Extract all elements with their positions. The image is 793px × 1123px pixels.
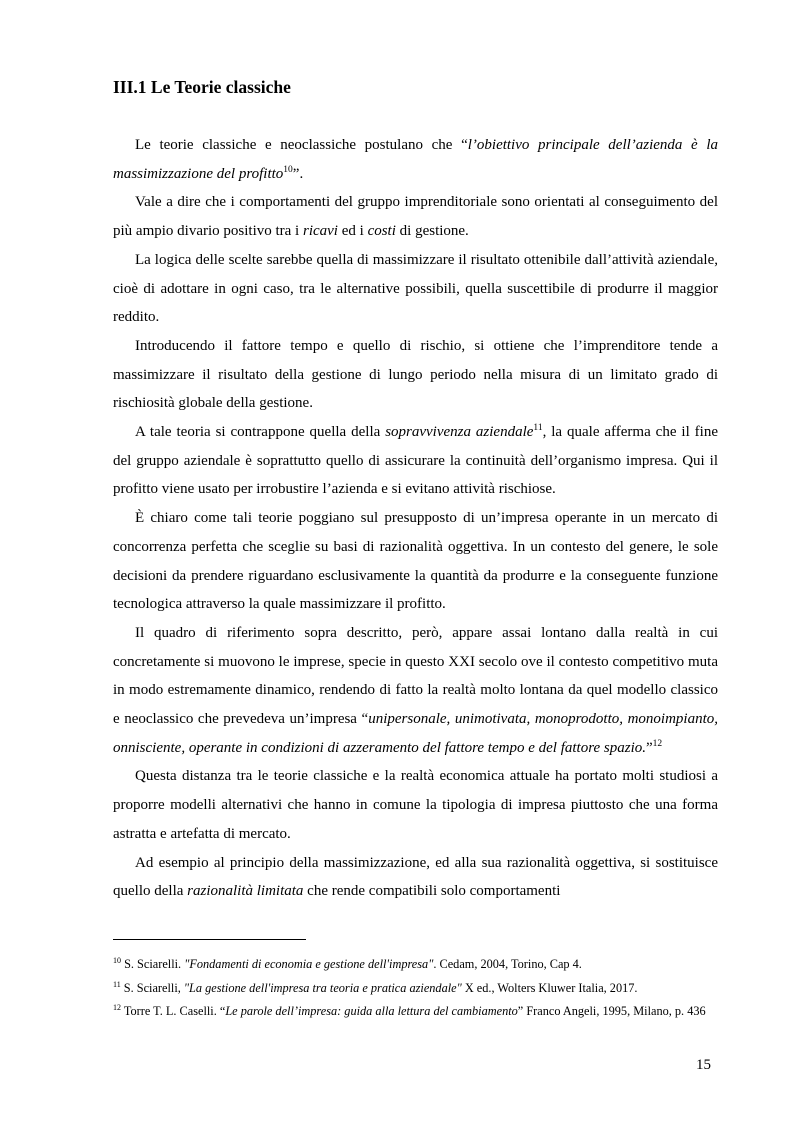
paragraph-7: [113, 619, 718, 763]
p5-text-c: , la quale afferma che il fine del gruppo aziendale è soprattutto quello di assicurare la continuità dell’organismo impresa. Qui il profitto viene usato per irrobustire l’azienda e si evitano attività rischiose.: [113, 424, 718, 498]
footnote-author: Torre T. L. Caselli. “: [121, 1004, 226, 1018]
footnote-ref-11[interactable]: 11: [533, 423, 543, 434]
paragraph-1: [113, 131, 718, 188]
footnote-publisher: X ed., Wolters Kluwer Italia, 2017.: [461, 980, 638, 995]
paragraph-3: La logica delle scelte sarebbe quella di massimizzare il risultato ottenibile dall’attività aziendale, cioè di adottare in ogni caso, tra le alternative possibili, quella suscettibile di produrre il maggior reddito.: [113, 251, 718, 326]
footnote-separator: [113, 939, 306, 940]
p2-text-a: Vale a dire che i comportamenti del gruppo imprenditoriale sono orientati al conseguimento del più ampio divario positivo tra i: [113, 194, 718, 240]
footnotes: [113, 953, 718, 1024]
footnote-title: Le parole dell’impresa: guida alla lettura del cambiamento: [225, 1004, 518, 1018]
footnote-publisher: ” Franco Angeli, 1995, Milano, p. 436: [517, 1004, 706, 1018]
p1-text-c: ”.: [292, 165, 304, 182]
p2-text-e: di gestione.: [395, 223, 469, 240]
footnote-number: 10: [113, 955, 121, 965]
paragraph-6: È chiaro come tali teorie poggiano sul presupposto di un’impresa operante in un mercato di concorrenza perfetta che sceglie su basi di razionalità oggettiva. In un contesto del genere, le sole decisioni da prendere riguardano esclusivamente la quantità da produrre e la conseguente funzione tecnologica attraverso la quale massimizzare il profitto.: [113, 510, 718, 613]
p5-text-a: A tale teoria si contrappone quella della: [135, 424, 386, 441]
footnote-title: "Fondamenti di economia e gestione dell'impresa": [184, 957, 434, 971]
p5-term: sopravvivenza aziendale: [385, 424, 534, 441]
footnote-ref-10[interactable]: 10: [283, 164, 293, 175]
page-number: 15: [696, 1057, 711, 1073]
footnote-number: 11: [113, 979, 121, 989]
footnote-number: 12: [113, 1002, 121, 1012]
p9-text-c: che rende compatibili solo comportamenti: [303, 883, 561, 900]
footnote-ref-12[interactable]: 12: [652, 738, 663, 749]
footnote-author: S. Sciarelli.: [121, 957, 185, 971]
footnote-author: S. Sciarelli,: [120, 980, 184, 995]
p1-text-a: Le teorie classiche e neoclassiche postulano che “: [135, 137, 468, 153]
paragraph-8: Questa distanza tra le teorie classiche e la realtà economica attuale ha portato molti studiosi a proporre modelli alternativi che hanno in comune la tipologia di impresa piuttosto che una forma astratta e artefatta di mercato.: [113, 768, 718, 842]
footnote-publisher: . Cedam, 2004, Torino, Cap 4.: [433, 957, 582, 971]
p7-close-quote: ”: [645, 739, 653, 756]
paragraph-2: [113, 188, 718, 245]
footnote-title: "La gestione dell'impresa tra teoria e pratica aziendale": [183, 980, 462, 995]
p9-term: razionalità limitata: [187, 883, 304, 900]
footnote-10: [113, 953, 718, 977]
body-text: [113, 131, 718, 906]
p1-quote: l’obiettivo principale dell’azienda è la massimizzazione del profitto: [113, 137, 719, 182]
paragraph-5: [113, 418, 718, 504]
footnote-11: [113, 977, 718, 1001]
p2-ricavi: ricavi: [302, 223, 338, 240]
footnote-12: [113, 1000, 718, 1024]
paragraph-4: Introducendo il fattore tempo e quello di rischio, si ottiene che l’imprenditore tende a massimizzare il risultato della gestione di lungo periodo nella misura di un limitato grado di rischiosità globale della gestione.: [113, 337, 718, 412]
p2-costi: costi: [367, 223, 396, 240]
section-heading: III.1 Le Teorie classiche: [113, 77, 291, 97]
p7-quote: unipersonale, unimotivata, monoprodotto, monoimpianto, onnisciente, operante in condizioni di azzeramento del fattore tempo e del fattore spazio.: [113, 711, 718, 756]
p2-text-c: ed i: [337, 223, 368, 240]
paragraph-9: [113, 849, 718, 906]
p7-text-a: Il quadro di riferimento sopra descritto, però, appare assai lontano dalla realtà in cui concretamente si muovono le imprese, specie in questo XXI secolo ove il contesto competitivo muta in modo estremamente dinamico, rendendo di fatto la realtà molto lontana da quel modello classico e neoclassico che prevedeva un’impresa “: [113, 624, 718, 728]
p9-text-a: Ad esempio al principio della massimizzazione, ed alla sua razionalità oggettiva, si sostituisce quello della: [113, 854, 718, 900]
